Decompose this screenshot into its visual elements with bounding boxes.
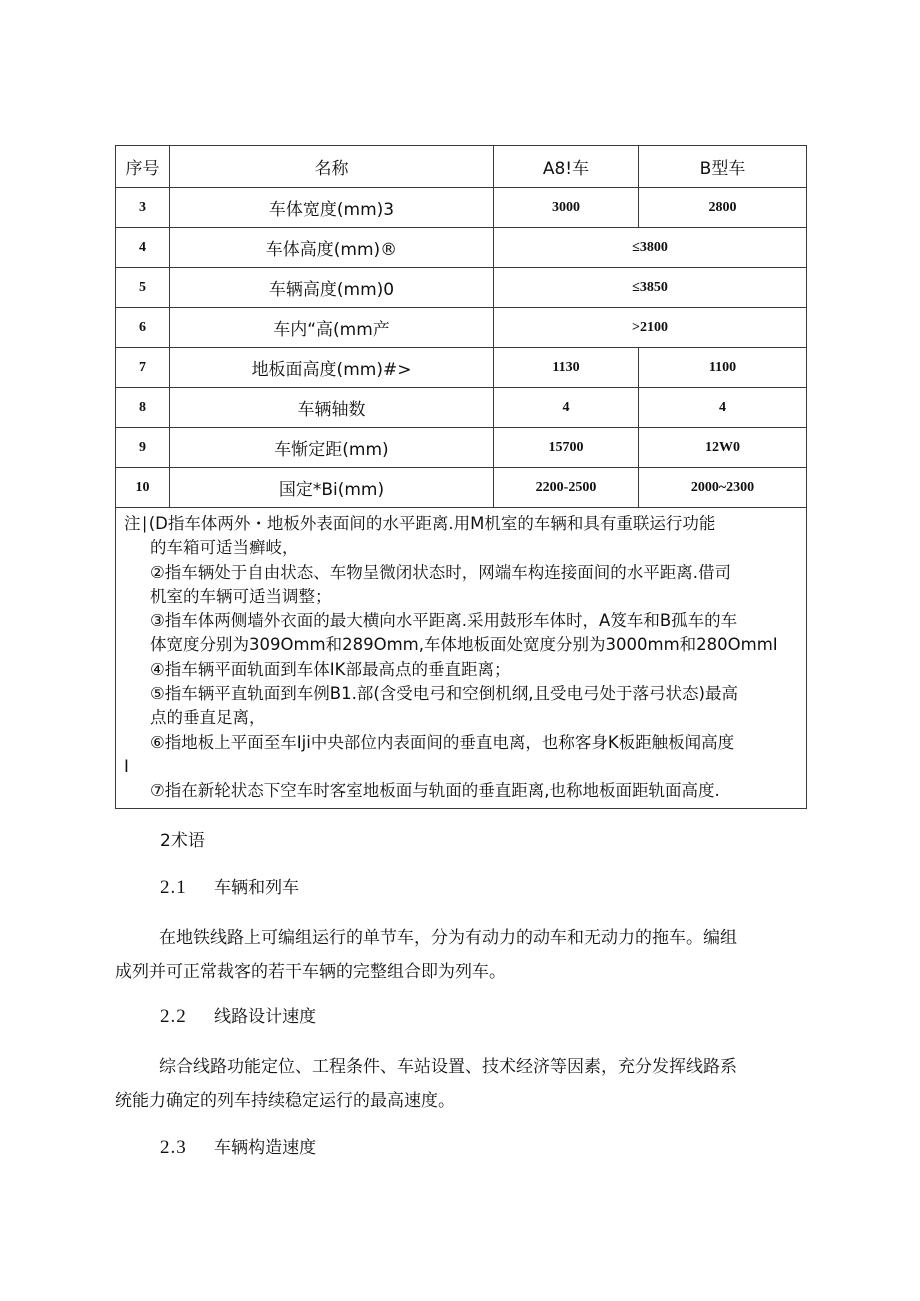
row-name: 车体高度(mm)® — [170, 228, 494, 268]
note-line: 体宽度分别为309Omm和289Omm,车体地板面处宽度分别为3000mm和280OmmI — [150, 635, 778, 655]
table-row — [116, 468, 807, 508]
row-value-a: 4 — [494, 388, 639, 428]
paragraph-line: 在地铁线路上可编组运行的单节车，分为有动力的动车和无动力的拖车。编组 — [159, 928, 737, 948]
row-value-b: 1100 — [639, 348, 807, 388]
header-type-a: A8!车 — [494, 146, 639, 188]
row-value-a: 2200-2500 — [494, 468, 639, 508]
note-line: ⑦指在新轮状态下空车时客室地板面与轨面的垂直距离,也称地板面距轨面高度. — [150, 781, 720, 801]
paragraph-line: 综合线路功能定位、工程条件、车站设置、技术经济等因素，充分发挥线路系 — [159, 1057, 737, 1077]
note-line: 注∣(D指车体两外・地板外表面间的水平距离.用M机室的车辆和具有重联运行功能 — [124, 514, 716, 533]
paragraph-line: 成列并可正常裁客的若干车辆的完整组合即为列车。 — [115, 962, 506, 982]
row-name: 国定*Bi(mm) — [170, 468, 494, 508]
table-row — [116, 428, 807, 468]
subsection-heading — [160, 1002, 316, 1028]
subsection-title: 车辆构造速度 — [214, 1138, 317, 1158]
table-row — [116, 188, 807, 228]
note-line: ④指车辆平面轨面到车体IK部最高点的垂直距离； — [150, 659, 511, 679]
row-no: 6 — [116, 308, 170, 348]
row-no: 7 — [116, 348, 170, 388]
row-no: 9 — [116, 428, 170, 468]
section-title: 2术语 — [160, 831, 205, 851]
row-no: 8 — [116, 388, 170, 428]
note-line: 的车箱可适当癣岐， — [150, 538, 299, 558]
row-no: 4 — [116, 228, 170, 268]
subsection-title: 线路设计速度 — [214, 1007, 317, 1027]
vehicle-spec-table — [115, 145, 807, 809]
table-row — [116, 268, 807, 308]
row-no: 5 — [116, 268, 170, 308]
row-name: 车内“高(mm产 — [170, 308, 494, 348]
paragraph-line: 统能力确定的列车持续稳定运行的最高速度。 — [115, 1091, 455, 1111]
subsection-number: 2.3 — [160, 1137, 187, 1158]
subsection-heading — [160, 1133, 316, 1159]
note-line: 点的垂直足离， — [150, 708, 266, 728]
row-no: 3 — [116, 188, 170, 228]
row-name: 车体宽度(mm)3 — [170, 188, 494, 228]
table-row — [116, 348, 807, 388]
note-line: 机室的车辆可适当调整； — [150, 586, 332, 606]
note-line: ⑤指车辆平直轨面到车例B1.部(含受电弓和空倒机纲,且受电弓处于落弓状态)最高 — [150, 684, 738, 704]
table-notes-row — [116, 508, 807, 809]
row-value-merged: >2100 — [494, 308, 807, 348]
row-name: 车辆高度(mm)0 — [170, 268, 494, 308]
row-no: 10 — [116, 468, 170, 508]
subsection-title: 车辆和列车 — [214, 878, 300, 898]
row-name: 地板面高度(mm)#> — [170, 348, 494, 388]
note-line: ③指车体两侧墙外衣面的最大横向水平距离.采用鼓形车体时，A笈车和B孤车的车 — [150, 611, 738, 631]
header-type-b: B型车 — [639, 146, 807, 188]
table-row — [116, 388, 807, 428]
row-name: 车辆轴数 — [170, 388, 494, 428]
row-value-b: 12W0 — [639, 428, 807, 468]
row-name: 车惭定距(mm) — [170, 428, 494, 468]
header-no: 序号 — [116, 146, 170, 188]
table-header-row — [116, 146, 807, 188]
row-value-a: 15700 — [494, 428, 639, 468]
row-value-a: 3000 — [494, 188, 639, 228]
row-value-b: 4 — [639, 388, 807, 428]
row-value-merged: ≤3850 — [494, 268, 807, 308]
row-value-b: 2800 — [639, 188, 807, 228]
paragraph — [115, 1050, 815, 1118]
note-line: I — [124, 756, 129, 776]
header-name: 名称 — [170, 146, 494, 188]
table-row — [116, 228, 807, 268]
row-value-b: 2000~2300 — [639, 468, 807, 508]
row-value-merged: ≤3800 — [494, 228, 807, 268]
subsection-number: 2.1 — [160, 877, 187, 898]
paragraph — [115, 921, 815, 989]
note-line: ②指车辆处于自由状态、车物呈微闭状态时，网端车构连接面间的水平距离.借司 — [150, 562, 732, 582]
table-notes — [116, 508, 807, 809]
note-line: ⑥指地板上平面至车Iji中央部位内表面间的垂直电离，也称客身K板距触板闻高度 — [150, 732, 735, 752]
subsection-heading — [160, 873, 299, 899]
row-value-a: 1130 — [494, 348, 639, 388]
table-row — [116, 308, 807, 348]
subsection-number: 2.2 — [160, 1006, 187, 1027]
